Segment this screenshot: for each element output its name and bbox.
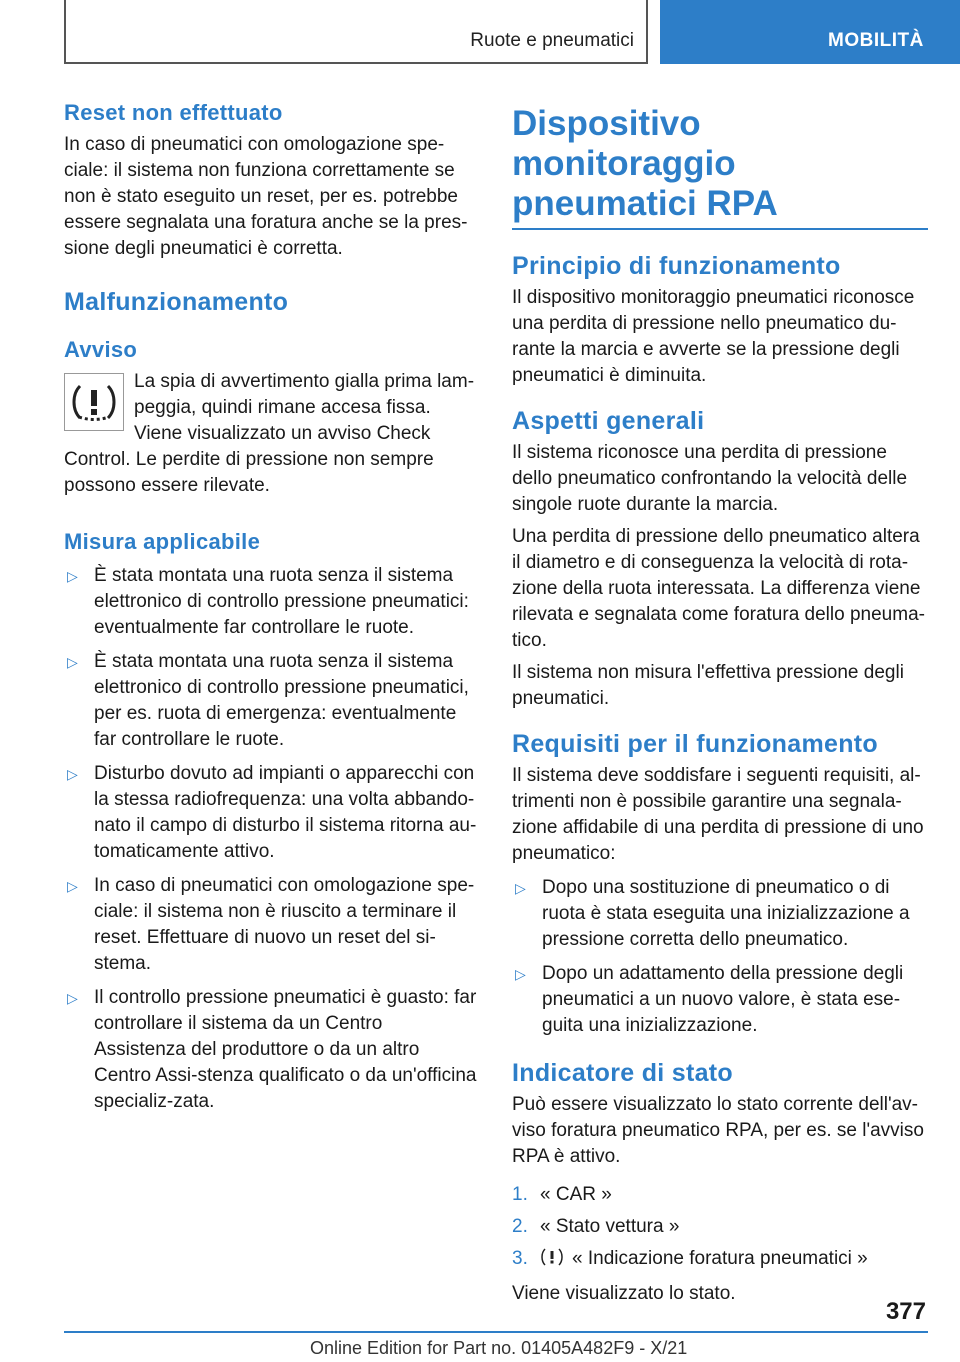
- heading-requisiti: Requisiti per il funzionamento: [512, 730, 878, 758]
- right-column: [512, 100, 928, 1307]
- heading-principio: Principio di funzionamento: [512, 252, 841, 280]
- step-item: 1. « CAR »: [512, 1184, 612, 1205]
- triangle-bullet-icon: ▷: [515, 966, 526, 982]
- page-number: 377: [885, 1298, 926, 1325]
- heading-reset: Reset non effettuato: [64, 100, 283, 125]
- triangle-bullet-icon: ▷: [67, 568, 78, 584]
- triangle-bullet-icon: ▷: [67, 654, 78, 670]
- footer-divider: [64, 1331, 928, 1333]
- section-title: MOBILITÀ: [828, 30, 924, 51]
- list-item: ▷ Dopo una sostituzione di pneumatico o di ruota è stata eseguita una inizializzazione a pressione corretta dello pneumatico.: [515, 877, 910, 950]
- paragraph-principio: Il dispositivo monitoraggio pneumatici riconosce una perdita di pressione nello pneumatico du-rante la marcia e avverte se la pressione degli pneumatici è diminuita.: [512, 287, 915, 386]
- list-item: ▷ Il controllo pressione pneumatici è guasto: far controllare il sistema da un Centro Assistenza del produttore o da un altro Centro Assi-stenza qualificato o da un'officina specializ-zata.: [67, 987, 477, 1112]
- heading-aspetti: Aspetti generali: [512, 407, 705, 435]
- paragraph-reset: In caso di pneumatici con omologazione spe-ciale: il sistema non funziona correttamente se non è stato eseguito un reset, per es. potrebbe essere segnalata una foratura anche se la pres-sione degli pneumatici è corretta.: [64, 134, 468, 259]
- tire-warning-small-icon: [540, 1247, 564, 1275]
- header-section-tab[interactable]: [660, 0, 960, 64]
- list-item: ▷ In caso di pneumatici con omologazione spe-ciale: il sistema non è riuscito a terminare il reset. Effettuare di nuovo un reset del si-stema.: [67, 875, 475, 974]
- heading-indicatore: Indicatore di stato: [512, 1059, 734, 1087]
- footer-edition: Online Edition for Part no. 01405A482F9 - X/21: [310, 1338, 688, 1358]
- triangle-bullet-icon: ▷: [67, 878, 78, 894]
- triangle-bullet-icon: ▷: [67, 990, 78, 1006]
- chapter-title: Ruote e pneumatici: [470, 30, 634, 51]
- paragraph-aspetti-3: Il sistema non misura l'effettiva pressione degli pneumatici.: [512, 662, 904, 709]
- tire-pressure-warning-icon: [64, 373, 124, 431]
- header-chapter-box: [64, 0, 648, 64]
- step-item: 3. « Indicazione foratura pneumatici »: [512, 1246, 928, 1275]
- heading-misura: Misura applicabile: [64, 529, 261, 554]
- heading-main: Dispositivo monitoraggio pneumatici RPA: [512, 104, 928, 230]
- paragraph-indicatore: Può essere visualizzato lo stato corrente dell'av-viso foratura pneumatico RPA, per es. se l'avviso RPA è attivo.: [512, 1094, 924, 1167]
- heading-avviso: Avviso: [64, 337, 138, 362]
- list-item: ▷ Disturbo dovuto ad impianti o apparecchi con la stessa radiofrequenza: una volta abbando-nato il campo di disturbo il sistema ritorna au-tomaticamente attivo.: [67, 763, 477, 862]
- list-item: ▷ Dopo un adattamento della pressione degli pneumatici a un nuovo valore, è stata ese-guita una inizializzazione.: [515, 963, 904, 1036]
- heading-malfunzionamento: Malfunzionamento: [64, 288, 289, 316]
- paragraph-avviso: La spia di avvertimento gialla prima lam-peggia, quindi rimane accesa fissa. Viene visualizzato un avviso Check Control. Le perdite di pressione non sempre possono essere rilevate.: [64, 371, 475, 496]
- paragraph-final: Viene visualizzato lo stato.: [512, 1283, 736, 1304]
- avviso-block: [64, 369, 478, 499]
- left-column: [64, 100, 478, 1115]
- paragraph-aspetti-1: Il sistema riconosce una perdita di pressione dello pneumatico confrontando la velocità delle singole ruote durante la marcia.: [512, 442, 908, 515]
- list-item: ▷ È stata montata una ruota senza il sistema elettronico di controllo pressione pneumatici: eventualmente far controllare le ruote.: [67, 565, 469, 638]
- paragraph-requisiti: Il sistema deve soddisfare i seguenti requisiti, al-trimenti non è possibile garantire una segnala-zione affidabile di una perdita di pressione di uno pneumatico:: [512, 765, 924, 864]
- triangle-bullet-icon: ▷: [67, 766, 78, 782]
- paragraph-aspetti-2: Una perdita di pressione dello pneumatico altera il diametro e di conseguenza la velocità di rota-zione della ruota interessata. La differenza viene rilevata e segnalata come foratura dello pneuma-tico.: [512, 526, 925, 651]
- step-item: 2. « Stato vettura »: [512, 1216, 680, 1237]
- list-item: ▷ È stata montata una ruota senza il sistema elettronico di controllo pressione pneumatici, per es. ruota di emergenza: eventualmente far controllare le ruote.: [67, 651, 469, 750]
- triangle-bullet-icon: ▷: [515, 880, 526, 896]
